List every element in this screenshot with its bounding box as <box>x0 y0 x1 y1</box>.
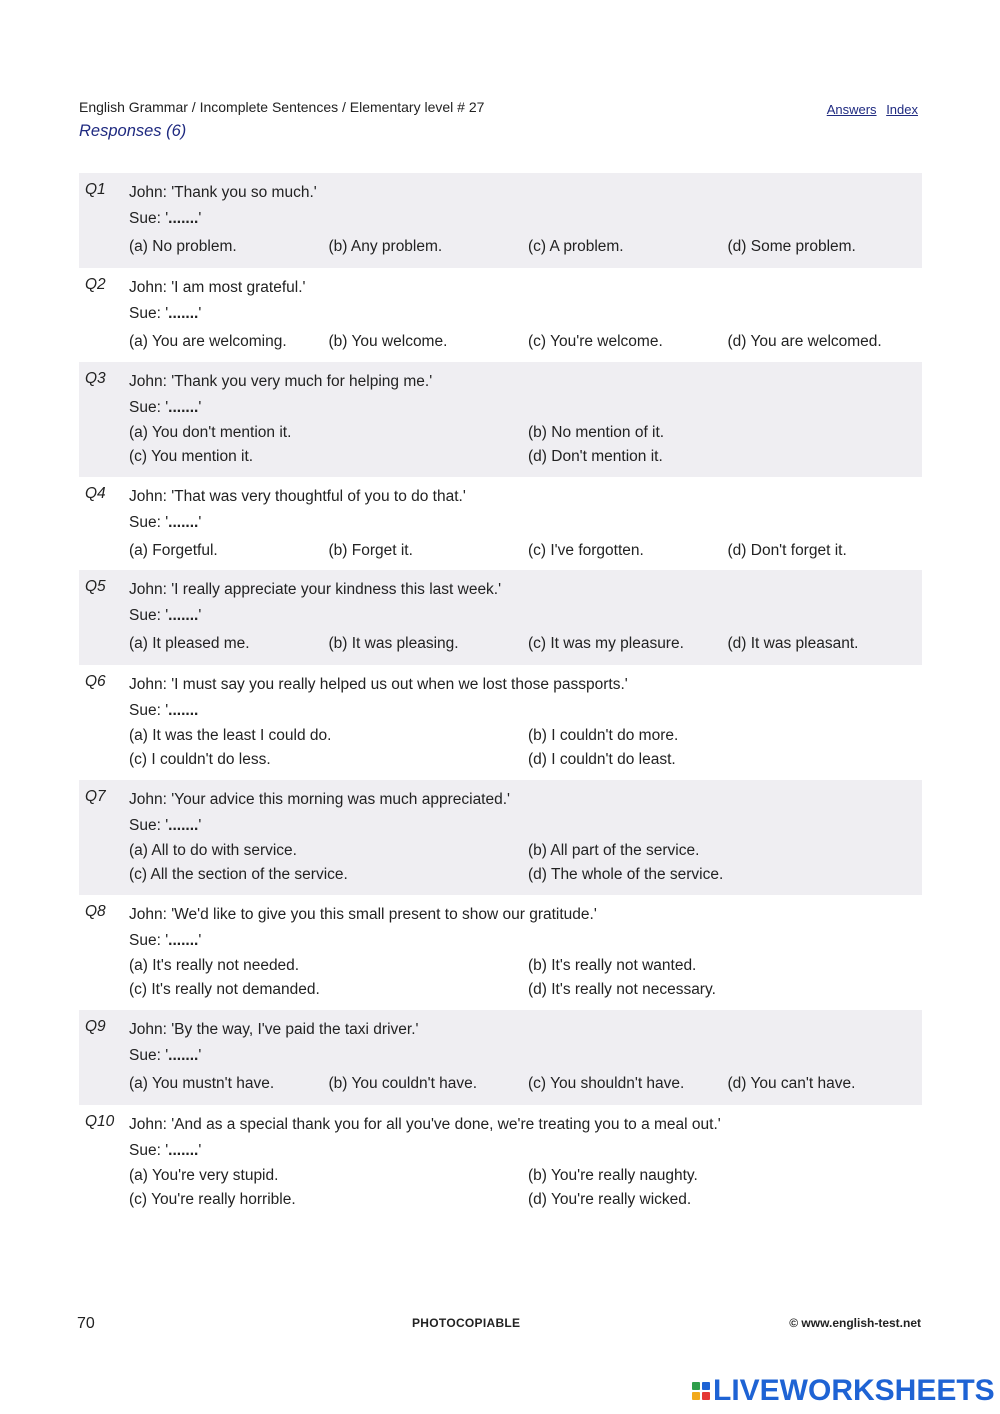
sue-line: Sue: '.......' <box>129 817 202 834</box>
option-d[interactable]: (d) I couldn't do least. <box>528 751 676 768</box>
sue-line: Sue: '.......' <box>129 305 202 322</box>
question-prompt <box>129 484 466 536</box>
blank-dots: ....... <box>168 607 199 624</box>
sue-line: Sue: '.......' <box>129 1047 202 1064</box>
sue-line: Sue: '.......' <box>129 1142 202 1159</box>
question-item <box>79 477 922 570</box>
blank-dots: ....... <box>168 702 199 719</box>
blank-dots: ....... <box>168 210 199 227</box>
option-c[interactable]: (c) A problem. <box>528 238 624 255</box>
question-prompt <box>129 275 306 327</box>
option-d[interactable]: (d) Don't forget it. <box>727 542 847 559</box>
answer-options <box>129 424 848 466</box>
answer-options <box>129 842 848 884</box>
blank-dots: ....... <box>168 1142 199 1159</box>
question-item <box>79 173 922 268</box>
option-a[interactable]: (a) You're very stupid. <box>129 1167 279 1184</box>
question-number: Q8 <box>85 903 106 920</box>
answer-options <box>129 635 927 653</box>
option-a[interactable]: (a) It was the least I could do. <box>129 727 332 744</box>
option-b[interactable]: (b) You couldn't have. <box>328 1075 478 1092</box>
question-number: Q7 <box>85 788 106 805</box>
option-a[interactable]: (a) It pleased me. <box>129 635 250 652</box>
question-number: Q10 <box>85 1113 115 1130</box>
answer-options <box>129 1167 848 1209</box>
option-a[interactable]: (a) You are welcoming. <box>129 333 287 350</box>
question-prompt <box>129 1112 721 1164</box>
john-line: John: 'And as a special thank you for all you've done, we're treating you to a meal out.' <box>129 1116 721 1133</box>
option-c[interactable]: (c) I've forgotten. <box>528 542 644 559</box>
breadcrumb: English Grammar / Incomplete Sentences / Elementary level # 27 <box>79 99 485 115</box>
sue-line: Sue: '.......' <box>129 607 202 624</box>
option-b[interactable]: (b) It's really not wanted. <box>528 957 697 974</box>
question-prompt <box>129 672 628 724</box>
john-line: John: 'I am most grateful.' <box>129 279 306 296</box>
option-b[interactable]: (b) It was pleasing. <box>328 635 459 652</box>
sue-line: Sue: '.......' <box>129 399 202 416</box>
option-d[interactable]: (d) Don't mention it. <box>528 448 663 465</box>
sue-line: Sue: '.......' <box>129 210 202 227</box>
john-line: John: 'I really appreciate your kindness this last week.' <box>129 581 502 598</box>
question-prompt <box>129 180 317 232</box>
option-b[interactable]: (b) Forget it. <box>328 542 413 559</box>
option-b[interactable]: (b) I couldn't do more. <box>528 727 679 744</box>
option-d[interactable]: (d) It's really not necessary. <box>528 981 716 998</box>
option-a[interactable]: (a) You don't mention it. <box>129 424 292 441</box>
icon-square-l <box>692 1382 700 1390</box>
option-b[interactable]: (b) All part of the service. <box>528 842 700 859</box>
john-line: John: 'I must say you really helped us out when we lost those passports.' <box>129 676 628 693</box>
question-item <box>79 780 922 895</box>
option-a[interactable]: (a) No problem. <box>129 238 237 255</box>
option-c[interactable]: (c) You shouldn't have. <box>528 1075 685 1092</box>
index-link[interactable]: Index <box>886 102 918 117</box>
question-item <box>79 1105 922 1220</box>
john-line: John: 'By the way, I've paid the taxi driver.' <box>129 1021 419 1038</box>
question-number: Q9 <box>85 1018 106 1035</box>
option-b[interactable]: (b) You welcome. <box>328 333 448 350</box>
john-line: John: 'Thank you very much for helping me.' <box>129 373 433 390</box>
question-item <box>79 268 922 362</box>
option-d[interactable]: (d) You're really wicked. <box>528 1191 692 1208</box>
question-item <box>79 570 922 665</box>
question-prompt <box>129 577 501 629</box>
option-d[interactable]: (d) The whole of the service. <box>528 866 724 883</box>
option-a[interactable]: (a) It's really not needed. <box>129 957 300 974</box>
page-subtitle: Responses (6) <box>79 122 187 140</box>
blank-dots: ....... <box>168 305 199 322</box>
john-line: John: 'That was very thoughtful of you to do that.' <box>129 488 466 505</box>
copyright-notice: © www.english-test.net <box>789 1316 921 1330</box>
question-prompt <box>129 902 597 954</box>
icon-square-e <box>702 1392 710 1400</box>
john-line: John: 'Your advice this morning was much appreciated.' <box>129 791 510 808</box>
john-line: John: 'Thank you so much.' <box>129 184 317 201</box>
question-number: Q2 <box>85 276 106 293</box>
question-item <box>79 895 922 1010</box>
answer-options <box>129 957 848 999</box>
question-prompt <box>129 1017 418 1069</box>
page-number: 70 <box>77 1315 95 1332</box>
option-d[interactable]: (d) It was pleasant. <box>727 635 859 652</box>
option-c[interactable]: (c) It was my pleasure. <box>528 635 684 652</box>
answer-options <box>129 333 927 351</box>
liveworksheets-wordmark: LIVEWORKSHEETS <box>713 1374 995 1407</box>
question-number: Q5 <box>85 578 106 595</box>
sue-line: Sue: '.......' <box>129 932 202 949</box>
option-a[interactable]: (a) You mustn't have. <box>129 1075 275 1092</box>
question-list <box>79 173 922 1220</box>
option-b[interactable]: (b) You're really naughty. <box>528 1167 698 1184</box>
option-c[interactable]: (c) All the section of the service. <box>129 866 348 883</box>
question-prompt <box>129 369 432 421</box>
option-c[interactable]: (c) I couldn't do less. <box>129 751 271 768</box>
liveworksheets-logo <box>692 1374 995 1408</box>
liveworksheets-grid-icon <box>692 1382 710 1400</box>
option-c[interactable]: (c) You're really horrible. <box>129 1191 296 1208</box>
blank-dots: ....... <box>168 817 199 834</box>
question-number: Q4 <box>85 485 106 502</box>
option-b[interactable]: (b) No mention of it. <box>528 424 665 441</box>
option-c[interactable]: (c) You mention it. <box>129 448 254 465</box>
top-links <box>821 102 918 117</box>
option-a[interactable]: (a) Forgetful. <box>129 542 218 559</box>
sue-line: Sue: '.......' <box>129 514 202 531</box>
option-c[interactable]: (c) It's really not demanded. <box>129 981 320 998</box>
option-b[interactable]: (b) Any problem. <box>328 238 443 255</box>
photocopiable-label: PHOTOCOPIABLE <box>412 1316 521 1330</box>
option-c[interactable]: (c) You're welcome. <box>528 333 663 350</box>
blank-dots: ....... <box>168 514 199 531</box>
answer-options <box>129 727 848 769</box>
question-prompt <box>129 787 510 839</box>
john-line: John: 'We'd like to give you this small present to show our gratitude.' <box>129 906 597 923</box>
icon-square-v <box>692 1392 700 1400</box>
answers-link[interactable]: Answers <box>826 102 877 117</box>
blank-dots: ....... <box>168 932 199 949</box>
answer-options <box>129 238 927 256</box>
answer-options <box>129 1075 927 1093</box>
blank-dots: ....... <box>168 399 199 416</box>
question-number: Q3 <box>85 370 106 387</box>
answer-options <box>129 542 927 560</box>
sue-line: Sue: '....... <box>129 702 199 719</box>
question-number: Q1 <box>85 181 106 198</box>
question-item <box>79 362 922 477</box>
option-d[interactable]: (d) Some problem. <box>727 238 856 255</box>
option-d[interactable]: (d) You are welcomed. <box>727 333 882 350</box>
option-d[interactable]: (d) You can't have. <box>727 1075 856 1092</box>
blank-dots: ....... <box>168 1047 199 1064</box>
question-item <box>79 1010 922 1105</box>
question-item <box>79 665 922 780</box>
icon-square-i <box>702 1382 710 1390</box>
option-a[interactable]: (a) All to do with service. <box>129 842 297 859</box>
question-number: Q6 <box>85 673 106 690</box>
